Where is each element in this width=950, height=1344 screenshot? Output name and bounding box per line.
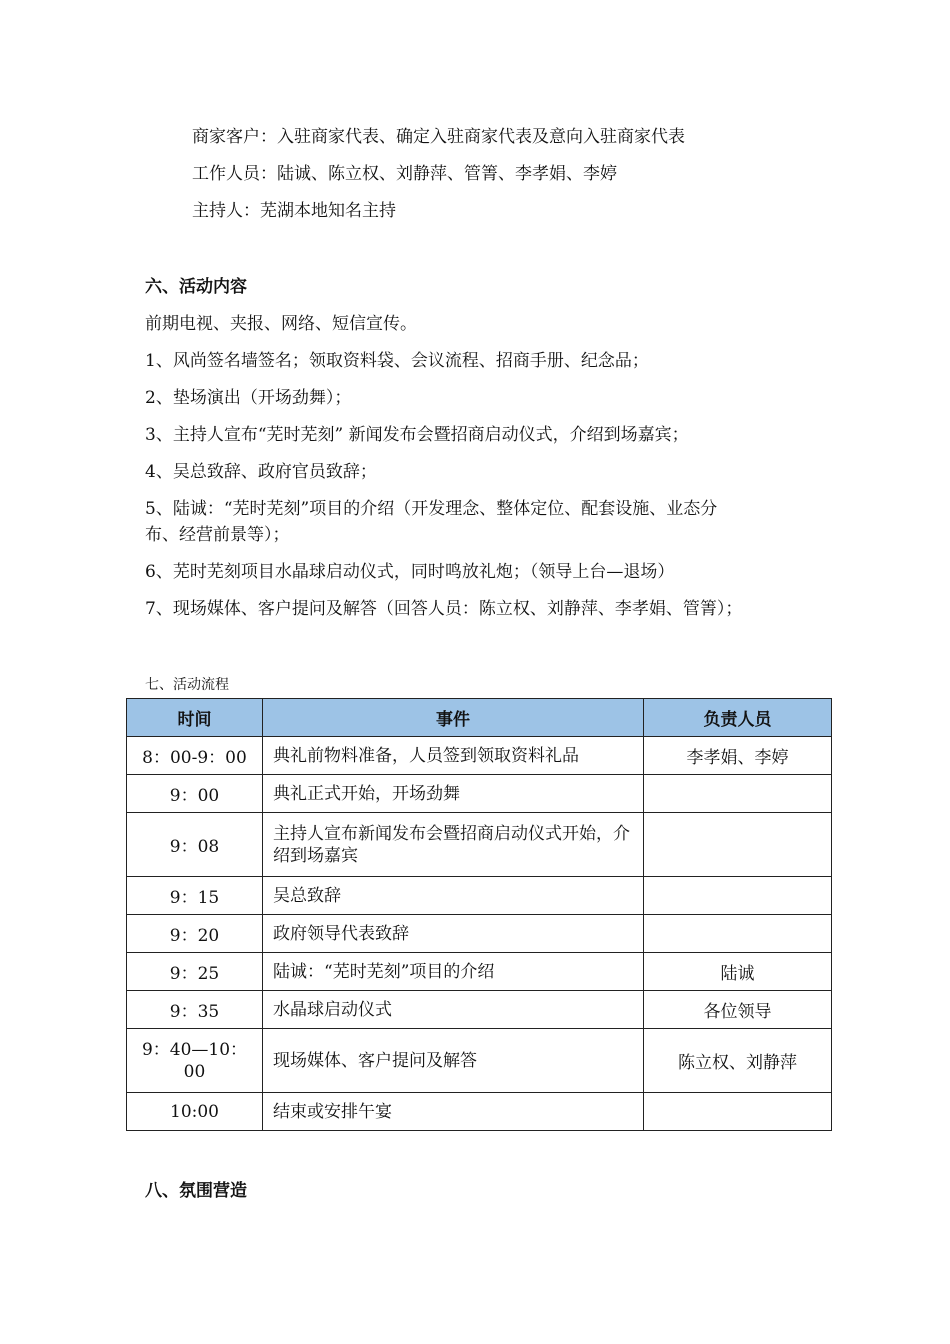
section6-item-1: 1、风尚签名墙签名；领取资料袋、会议流程、招商手册、纪念品； xyxy=(145,351,649,371)
row-time: 9：08 xyxy=(127,813,263,877)
row-person xyxy=(644,775,832,813)
section7-heading: 七、活动流程 xyxy=(145,677,229,693)
section6-item-5-cont: 布、经营前景等）； xyxy=(145,525,290,545)
table-row xyxy=(127,813,832,877)
row-person xyxy=(644,813,832,877)
row-time: 9：20 xyxy=(127,915,263,953)
row-event: 吴总致辞 xyxy=(263,877,644,915)
table-row xyxy=(127,1093,832,1131)
row-time: 8：00-9：00 xyxy=(127,737,263,775)
row-person xyxy=(644,915,832,953)
row-event: 典礼正式开始，开场劲舞 xyxy=(263,775,644,813)
section6-item-5: 5、陆诚：“芜时芜刻”项目的介绍（开发理念、整体定位、配套设施、业态分 xyxy=(145,499,718,519)
participants-staff: 工作人员：陆诚、陈立权、刘静萍、管箐、李孝娟、李婷 xyxy=(192,164,617,184)
row-time: 10:00 xyxy=(127,1093,263,1131)
row-event: 政府领导代表致辞 xyxy=(263,915,644,953)
header-time: 时间 xyxy=(127,699,263,737)
row-person xyxy=(644,877,832,915)
section6-item-3: 3、主持人宣布“芜时芜刻” 新闻发布会暨招商启动仪式，介绍到场嘉宾； xyxy=(145,425,689,445)
section6-intro: 前期电视、夹报、网络、短信宣传。 xyxy=(145,314,417,334)
participants-merchants: 商家客户：入驻商家代表、确定入驻商家代表及意向入驻商家代表 xyxy=(192,127,685,147)
section6-item-7: 7、现场媒体、客户提问及解答（回答人员：陈立权、刘静萍、李孝娟、管箐）； xyxy=(145,599,743,619)
row-event: 主持人宣布新闻发布会暨招商启动仪式开始，介绍到场嘉宾 xyxy=(263,813,644,877)
participants-host: 主持人：芜湖本地知名主持 xyxy=(192,201,396,221)
row-event: 典礼前物料准备，人员签到领取资料礼品 xyxy=(263,737,644,775)
row-event: 现场媒体、客户提问及解答 xyxy=(263,1029,644,1093)
table-row xyxy=(127,953,832,991)
row-time: 9：00 xyxy=(127,775,263,813)
header-event: 事件 xyxy=(263,699,644,737)
table-header-row xyxy=(127,699,832,737)
table-row xyxy=(127,1029,832,1093)
section6-item-4: 4、吴总致辞、政府官员致辞； xyxy=(145,462,377,482)
header-person: 负责人员 xyxy=(644,699,832,737)
row-time: 9：35 xyxy=(127,991,263,1029)
section6-item-6: 6、芜时芜刻项目水晶球启动仪式，同时鸣放礼炮；（领导上台—退场） xyxy=(145,562,675,582)
row-time: 9：40—10：00 xyxy=(127,1029,263,1093)
row-event: 水晶球启动仪式 xyxy=(263,991,644,1029)
row-time: 9：25 xyxy=(127,953,263,991)
table-row xyxy=(127,775,832,813)
row-person: 陆诚 xyxy=(644,953,832,991)
table-row xyxy=(127,877,832,915)
table-row xyxy=(127,991,832,1029)
section8-heading: 八、氛围营造 xyxy=(145,1181,247,1201)
section6-heading: 六、活动内容 xyxy=(145,277,247,297)
row-event: 结束或安排午宴 xyxy=(263,1093,644,1131)
row-event: 陆诚：“芜时芜刻”项目的介绍 xyxy=(263,953,644,991)
row-time: 9：15 xyxy=(127,877,263,915)
row-person: 李孝娟、李婷 xyxy=(644,737,832,775)
row-person: 各位领导 xyxy=(644,991,832,1029)
table-row xyxy=(127,737,832,775)
table-row xyxy=(127,915,832,953)
row-person xyxy=(644,1093,832,1131)
section6-item-2: 2、垫场演出（开场劲舞）； xyxy=(145,388,352,408)
row-person: 陈立权、刘静萍 xyxy=(644,1029,832,1093)
schedule-table xyxy=(126,698,832,1131)
